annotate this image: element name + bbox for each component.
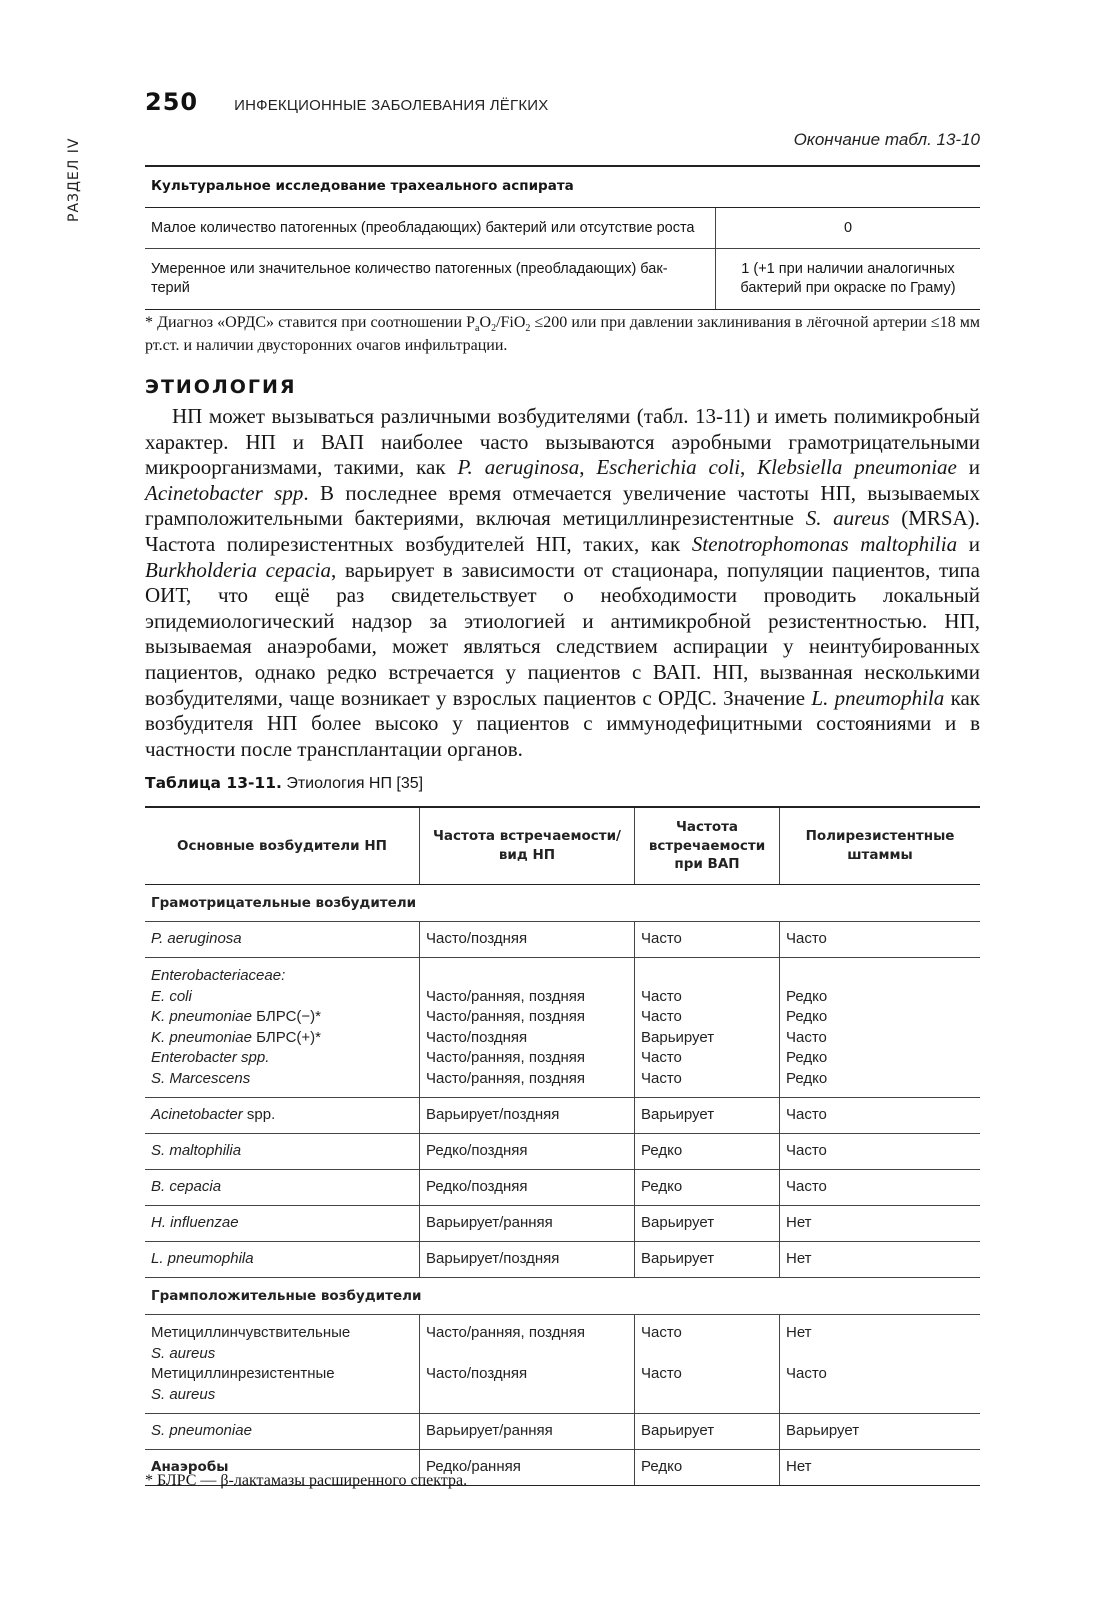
cell-text-line: Часто (641, 1049, 682, 1066)
cell-text-line: Нет (786, 1324, 812, 1341)
cell-text-line: Часто (641, 1365, 682, 1382)
strain-note: БЛРС(+)* (251, 1028, 322, 1046)
species-name: Acinetobacter spp (145, 480, 304, 505)
species-name: S. aureus (805, 506, 890, 531)
table-cell (716, 249, 981, 310)
table-cell (635, 1315, 780, 1414)
table-cell: Варьирует (635, 1414, 780, 1450)
pathogen-cell (145, 958, 420, 1098)
cell-text-line: Часто (641, 1008, 682, 1025)
column-header (635, 807, 780, 885)
table-cell: Часто (780, 922, 981, 958)
table-caption (145, 774, 423, 793)
table-footnote: * БЛРС — β-лактамазы расширенного спектра. (145, 1472, 468, 1489)
table-caption-text: Этиология НП [35] (281, 775, 424, 792)
header-line: Частота (675, 818, 739, 835)
table-header-cell: Культуральное исследование трахеального аспирата (145, 166, 980, 208)
table-row (145, 1315, 980, 1414)
table-caption-number: Таблица 13-11. (145, 774, 282, 792)
cell-text-line: Редко (786, 1008, 828, 1025)
cell-text-line: Enterobacter spp. (151, 1049, 270, 1066)
blank-line (426, 1385, 628, 1406)
blank-line (426, 1344, 628, 1365)
table-row (145, 1242, 980, 1278)
table-row (145, 1170, 980, 1206)
pathogen-cell (145, 1098, 420, 1134)
cell-text-line: Часто/ранняя, поздняя (426, 1049, 586, 1066)
group-label: Грамотрицательные возбудители (145, 885, 980, 922)
header-line: при ВАП (674, 856, 740, 873)
table-cell: Варьирует (780, 1414, 981, 1450)
blank-line (426, 966, 628, 987)
table-row (145, 958, 980, 1098)
table-cell (780, 1315, 981, 1414)
paragraph-text: . В последнее время отмечается увеличение частоты НП, вызываемых грамположительными бактериями, включая метициллинрезистентные (145, 480, 980, 531)
header-line: штаммы (847, 847, 913, 863)
cell-text-line: Редко (786, 987, 828, 1005)
table-row (145, 208, 980, 249)
species-name: K. pneumoniae (151, 1008, 252, 1025)
table-cell: 0 (716, 208, 981, 249)
cell-text-line: Часто (641, 1069, 682, 1087)
species-name: Escherichia coli (596, 455, 741, 480)
column-header: Основные возбудители НП (145, 807, 420, 885)
table-cell: Часто (780, 1098, 981, 1134)
cell-text-line: Редко (786, 1049, 828, 1066)
pathogen-cell: S. maltophilia (145, 1134, 420, 1170)
section-side-label: РАЗДЕЛ IV (66, 137, 82, 222)
table-cell: Редко (635, 1450, 780, 1486)
table-cell: Редко/поздняя (420, 1134, 635, 1170)
table-cell: Часто (780, 1170, 981, 1206)
cell-text-line: Часто (641, 1324, 682, 1341)
table-13-11 (145, 806, 980, 1486)
table-cell (420, 1315, 635, 1414)
table-cell: Нет (780, 1242, 981, 1278)
blank-line (641, 1344, 773, 1365)
table-row (145, 922, 980, 958)
table-13-10-end (145, 165, 980, 310)
table-cell: Часто (780, 1134, 981, 1170)
table-cell (420, 958, 635, 1098)
cell-text-line: S. aureus (151, 1344, 216, 1362)
cell-text-line (151, 1007, 413, 1028)
column-header (780, 807, 981, 885)
footnote-subscript: 2 (525, 323, 531, 335)
table-cell: Редко (635, 1170, 780, 1206)
table-cell: Нет (780, 1450, 981, 1486)
blank-line (641, 1385, 773, 1406)
footnote-subscript: 2 (491, 323, 497, 335)
cell-text-line (151, 1028, 413, 1049)
page-number: 250 (145, 88, 199, 116)
blank-line (786, 1385, 974, 1406)
species-name: Stenotrophomonas maltophilia (691, 531, 958, 556)
footnote-text: * Диагноз «ОРДС» ставится при соотношении P (145, 314, 476, 331)
table-cell: Варьирует/поздняя (420, 1098, 635, 1134)
cell-text-line: Часто/ранняя, поздняя (426, 1008, 586, 1025)
species-name: Burkholderia cepacia (145, 557, 331, 582)
cell-text-line: Умеренное или значительное количество патогенных (преобладающих) бак- (151, 261, 668, 278)
cell-text-line: Метициллинчувствительные (151, 1324, 351, 1341)
paragraph-text: (MRSA). Частота полирезистентных возбудителей НП, таких, как (145, 506, 981, 556)
cell-text-line: Часто/ранняя, поздняя (426, 1069, 586, 1087)
header-line: встречаемости (648, 837, 766, 854)
table-row (145, 249, 980, 310)
chapter-title: ИНФЕКЦИОННЫЕ ЗАБОЛЕВАНИЯ ЛЁГКИХ (234, 97, 549, 114)
group-label: Грамположительные возбудители (145, 1278, 980, 1315)
table-cell: Варьирует/ранняя (420, 1414, 635, 1450)
table-continuation-caption: Окончание табл. 13-10 (793, 130, 980, 149)
strain-note: spp. (242, 1106, 276, 1124)
footnote-text: /FiO (496, 314, 526, 331)
cell-text-line: бактерий при окраске по Граму) (740, 280, 956, 296)
column-header (420, 807, 635, 885)
pathogen-cell: B. cepacia (145, 1170, 420, 1206)
cell-text-line: Часто/поздняя (426, 1365, 528, 1382)
group-row (145, 885, 980, 922)
cell-text-line: Часто/ранняя, поздняя (426, 987, 586, 1005)
table-header-row (145, 807, 980, 885)
cell-text-line: Enterobacteriaceae: (151, 967, 286, 984)
table-cell (145, 249, 716, 310)
section-heading: ЭТИОЛОГИЯ (145, 376, 297, 398)
table-cell: Редко/ранняя (420, 1450, 635, 1486)
cell-text-line: 1 (+1 при наличии аналогичных (741, 261, 955, 278)
table-row (145, 1134, 980, 1170)
table-cell: Часто/поздняя (420, 922, 635, 958)
running-head (145, 88, 548, 116)
header-line: вид НП (498, 847, 556, 863)
pathogen-cell: H. influenzae (145, 1206, 420, 1242)
table-cell (780, 958, 981, 1098)
species-name: K. pneumoniae (151, 1028, 252, 1046)
table-header-row (145, 166, 980, 208)
table-cell: Варьирует (635, 1098, 780, 1134)
header-line: Частота встречаемости/ (432, 828, 621, 845)
table-footnote (145, 313, 980, 356)
species-name: P. aeruginosa (457, 455, 580, 480)
table-row (145, 1206, 980, 1242)
pathogen-cell: Анаэробы (145, 1450, 420, 1486)
table-cell: Варьирует/поздняя (420, 1242, 635, 1278)
paragraph-text: НП может вызываться различными возбудителями (табл. 13-11) и иметь полимикробный характер. НП и ВАП наиболее часто вызываются аэробными грамотрицательными микроорганизмами, такими, как (145, 404, 980, 480)
pathogen-cell: S. pneumoniae (145, 1414, 420, 1450)
table-cell: Варьирует (635, 1242, 780, 1278)
footnote-text: ≤200 или при давлении заклинивания в лёгочной артерии ≤18 мм рт.ст. и наличии двусторонних очагов инфильтрации. (145, 314, 981, 354)
footnote-subscript: a (475, 323, 480, 335)
table-cell: Варьирует/ранняя (420, 1206, 635, 1242)
paragraph-text: , (579, 455, 597, 480)
cell-text-line: Варьирует (641, 1028, 715, 1046)
cell-text-line: терий (151, 280, 190, 296)
pathogen-cell: P. aeruginosa (145, 922, 420, 958)
paragraph-text: , (740, 455, 758, 480)
cell-text-line: Часто (641, 987, 682, 1005)
paragraph-text: , варьирует в зависимости от стационара, популяции пациентов, типа ОИТ, что ещё раз свидетельствует о необходимости проводить локальный эпидемиологический надзор за этиологией и антимикробной резистентностью. НП, вызываемая анаэробами, может являться следствием аспирации у неинтубированных пациентов, однако редко встречается у пациентов с ВАП. НП, вызванная несколькими возбудителями, чаще возникает у взрослых пациентов с ОРДС. Значение (145, 557, 980, 710)
pathogen-cell: L. pneumophila (145, 1242, 420, 1278)
table-cell (635, 958, 780, 1098)
cell-text-line: Часто/поздняя (426, 1028, 528, 1046)
table-cell: Редко/поздняя (420, 1170, 635, 1206)
species-name: Klebsiella pneumoniae (757, 455, 957, 480)
strain-note: БЛРС(−)* (251, 1008, 322, 1025)
paragraph-text: и (957, 531, 980, 556)
species-name: L. pneumophila (811, 685, 945, 710)
cell-text-line: Часто/ранняя, поздняя (426, 1324, 586, 1341)
blank-line (641, 966, 773, 987)
blank-line (786, 1344, 974, 1365)
body-paragraph (145, 404, 980, 762)
paragraph-text: как возбудителя НП более высоко у пациентов с иммунодефицитными состояниями и в частности после трансплантации органов. (145, 685, 980, 761)
footnote-text: O (479, 314, 492, 331)
cell-text-line: Часто (786, 1028, 827, 1046)
cell-text-line: Метициллинрезистентные (151, 1365, 335, 1382)
group-row (145, 1278, 980, 1315)
table-cell: Варьирует (635, 1206, 780, 1242)
table-cell: Нет (780, 1206, 981, 1242)
paragraph-text: и (956, 455, 981, 480)
table-row (145, 1414, 980, 1450)
table-cell: Малое количество патогенных (преобладающих) бактерий или отсутствие роста (145, 208, 716, 249)
table-cell: Редко (635, 1134, 780, 1170)
pathogen-cell (145, 1315, 420, 1414)
species-name: Acinetobacter (151, 1106, 243, 1124)
cell-text-line: Часто (786, 1365, 827, 1382)
cell-text-line: S. aureus (151, 1385, 216, 1403)
header-line: Полирезистентные (805, 828, 955, 845)
cell-text-line: E. coli (151, 987, 192, 1005)
cell-text-line: S. Marcescens (151, 1069, 251, 1087)
table-row (145, 1098, 980, 1134)
cell-text-line: Редко (786, 1069, 828, 1087)
table-cell: Часто (635, 922, 780, 958)
blank-line (786, 966, 974, 987)
